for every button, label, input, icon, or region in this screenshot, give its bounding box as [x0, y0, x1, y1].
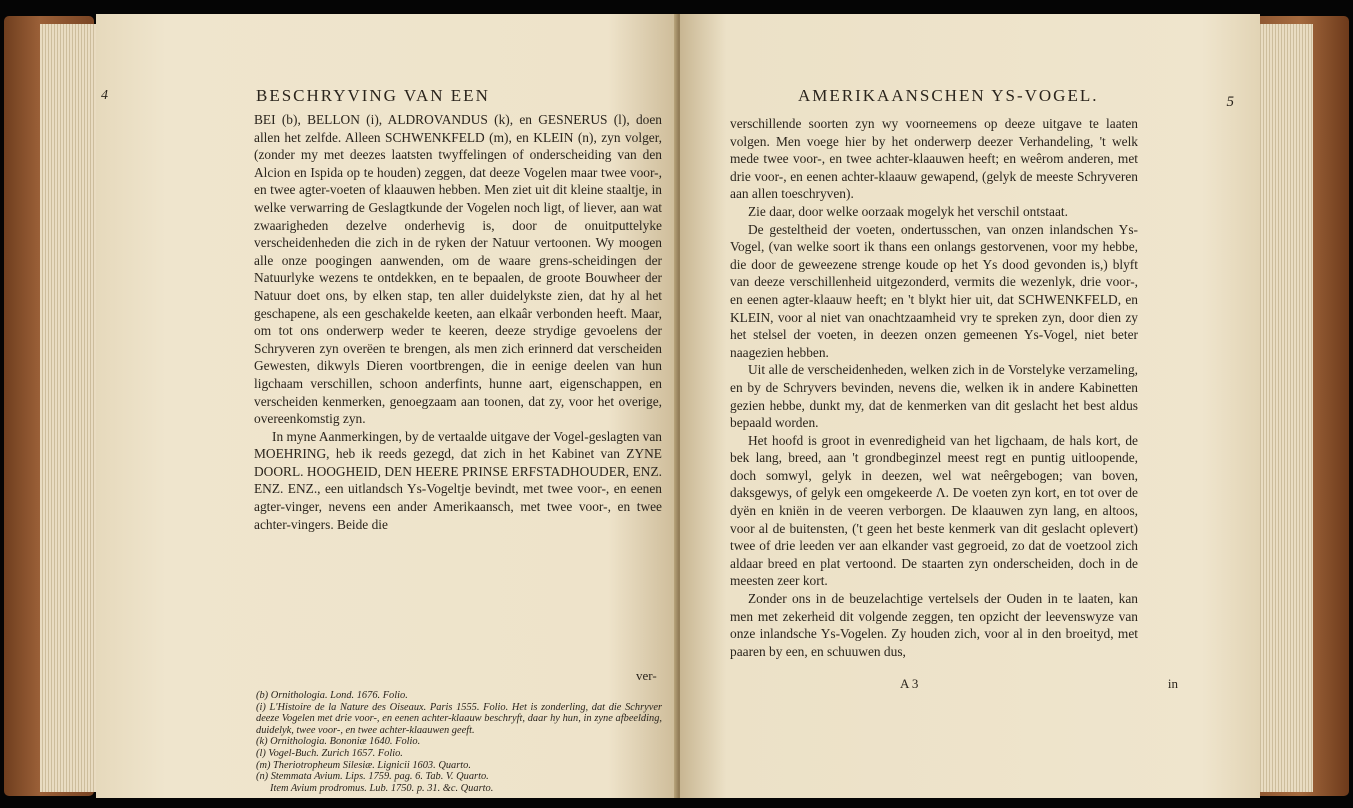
paragraph: De gesteltheid der voeten, ondertusschen, van onzen inlandschen Ys-Vogel, (van welke soort ik thans een onlangs gestorvenen, voor my hebbe, die door de geweezene strenge koude op het Ys dood gevonden is,) blyft van deeze verschillenheid uitgezonderd, vermits die wezenlyk, drie voor-, en eenen agter-klaauw heeft; en 't blykt hier uit, dat SCHWENKFELD, en KLEIN, voor al niet van onachtzaamheid vry te spreken zyn, door dien zy het stelsel der voeten, in deezen onzen gemeenen Ys-Vogel, niet beter naagezien hebben. — [730, 221, 1138, 360]
page-edges-left — [40, 24, 100, 792]
footnotes — [256, 690, 662, 794]
right-page — [680, 14, 1260, 798]
paragraph: Zonder ons in de beuzelachtige vertelsels der Ouden in te laaten, kan men met zekerheid dit volgende zeggen, ten opzicht der leevenswyze van onze inlandsche Ys-Vogelen. Zy houden zich, voor al in den broeityd, met paaren by een, en schuuwen dus, — [730, 591, 1138, 659]
header-title-left: BESCHRYVING VAN EEN — [256, 86, 490, 105]
catchword-left: ver- — [636, 668, 657, 683]
footnote: (m) Theriotropheum Silesiæ. Lignicii 1603. Quarto. — [256, 759, 471, 771]
paragraph: Zie daar, door welke oorzaak mogelyk het verschil ontstaat. — [748, 203, 1068, 219]
paragraph: BEI (b), BELLON (i), ALDROVANDUS (k), en GESNERUS (l), doen allen het zelfde. Alleen SCHWENKFELD (m), en KLEIN (n), zyn volger, (zonder my met deezes laatsten twyffelingen of onderscheiding van den Alcion en Ispida op te houden) zeggen, dat deeze Vogelen maar twee voor-, en twee agter-voeten of klaauwen hebben. Men ziet uit dit kleine staaltje, in welke verwarring de Geslagtkunde der Vogelen noch ligt, of liever, aan wat zwaarigheden dezelve onderhevig is, door de onuitputtelyke verscheidenheden die zich in de ryken der Natuur vertoonen. Wy moogen alle onze poogingen aanwenden, om de waare grens-scheidingen der Natuurlyke wezens te ontdekken, en te bepaalen, de groote Bouwheer der Natuur doet ons, by elken stap, ten aller duidelykste zien, dat hy al het geschapene, als een geschakelde keeten, aan elkaâr verbonden heeft. Maar, om tot ons onderwerp weder te keeren, deeze strydige gevoelens der Schryveren zyn overëen te brengen, als men zich erinnerd dat verscheiden Gewesten, dikwyls Dieren voortbrengen, die in eenige deelen van hun ligchaam verschillen, schoon anderfints, hunne aart, eigenschappen, en verscheiden kenmerken, genoegzaam aan toonen, dat zy, voor het overige, overeenkomstig zyn. — [254, 112, 662, 427]
paragraph: In myne Aanmerkingen, by de vertaalde uitgave der Vogel-geslagten van MOEHRING, heb ik reeds gezegd, dat zich in het Kabinet van ZYNE DOORL. HOOGHEID, DEN HEERE PRINSE ERFSTADHOUDER, ENZ. ENZ. ENZ., een uitlandsch Ys-Vogeltje bevindt, met twee voor-, en eenen agter-vinger, nevens een ander Amerikaansch, met twee voor-, en twee achter-vingers. Beide die — [254, 428, 662, 532]
running-header-right — [798, 86, 1236, 110]
running-header-left — [101, 86, 490, 106]
header-title-right: AMERIKAANSCHEN YS-VOGEL. — [798, 86, 1099, 105]
left-page — [96, 14, 678, 798]
footnote: (i) L'Histoire de la Nature des Oiseaux. Paris 1555. Folio. Het is zonderling, dat die Schryver deeze Vogelen met drie voor-, en eenen achter-klaauw beschryft, daar hy hun, in zyne afbeelding, duidelyk, twee voor-, en twee achter-klaauwen geeft. — [256, 701, 662, 736]
footnote: (n) Stemmata Avium. Lips. 1759. pag. 6. Tab. V. Quarto. — [256, 771, 489, 783]
page-number-right: 5 — [1226, 94, 1236, 110]
body-text-right — [730, 115, 1138, 660]
page-number-left: 4 — [101, 88, 108, 103]
footnote: Item Avium prodromus. Lub. 1750. p. 31. &c. Quarto. — [270, 782, 494, 794]
paragraph: Het hoofd is groot in evenredigheid van het ligchaam, de hals kort, de bek lang, breed, aan 't grondbeginzel meest regt en puntig uitloopende, doch somwyl, gelyk in deezen, wel wat neêrgebogen; van boven, daksgewys, of gelyk een omgekeerde Λ. De voeten zyn kort, en tot over de dyën en kniën in de veeren verborgen. De klaauwen zyn lang, en altoos, voor al de buitensten, ('t geen het beste kenmerk van dit geslacht oplevert) twee of drie leeden ver aan elkander vast gegroeid, zo dat de voetzool zich aldaar breed en plat vertoond. De staarten zyn onderscheiden, doch in de meesten zeer kort. — [730, 432, 1138, 589]
footnote: (l) Vogel-Buch. Zurich 1657. Folio. — [256, 747, 403, 759]
paragraph: verschillende soorten zyn wy voorneemens op deeze uitgave te laaten volgen. Men voege hier by het onderwerp deezer Verhandeling, 't welk mede twee voor-, en twee achter-klaauwen heeft; en weêrom anderen, met drie voor-, en eenen achter-klaauw gewapend, (gelyk de meeste Schryveren aan allen toeschryven). — [730, 116, 1138, 202]
footnote: (b) Ornithologia. Lond. 1676. Folio. — [256, 690, 408, 701]
paragraph: Uit alle de verscheidenheden, welken zich in de Vorstelyke verzameling, en by de Schryvers bevinden, nevens die, welken ik in andere Kabinetten gezien hebbe, dunkt my, dat de kenmerken van dit geslacht het best aldus bepaald worden. — [730, 362, 1138, 431]
footnote: (k) Ornithologia. Bononiæ 1640. Folio. — [256, 736, 421, 748]
catchword-right: in — [1167, 676, 1178, 691]
signature-mark: A 3 — [900, 676, 919, 691]
body-text-left — [254, 111, 662, 533]
